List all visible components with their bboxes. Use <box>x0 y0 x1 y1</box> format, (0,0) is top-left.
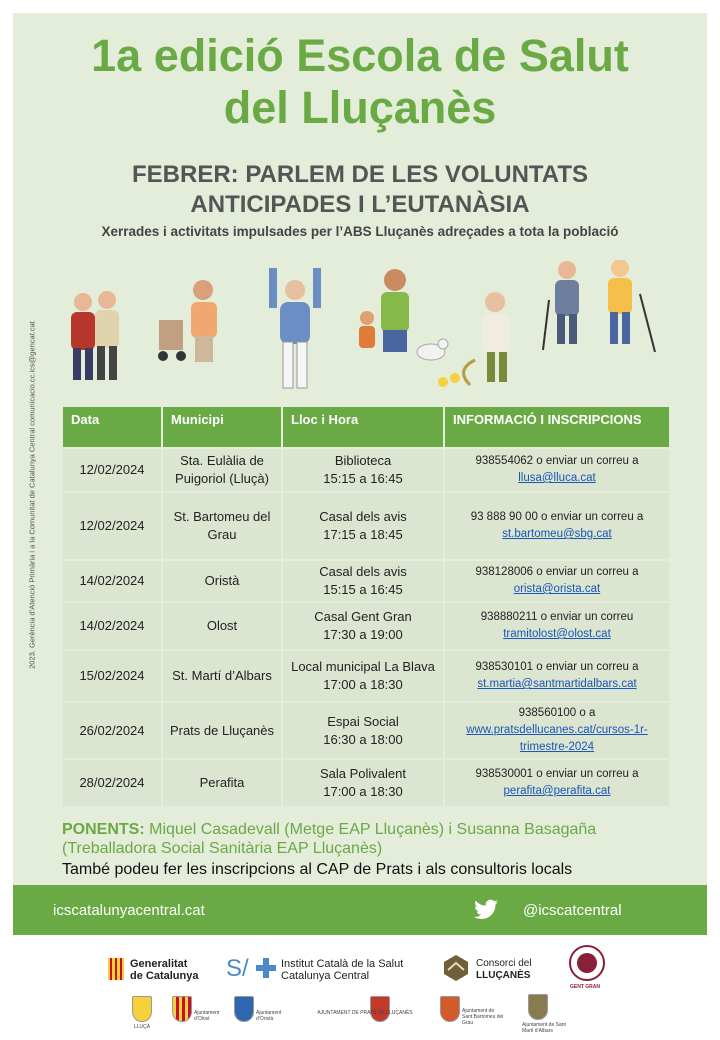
place-text: Biblioteca <box>334 453 392 468</box>
municipality-line-1: St. Bartomeu del <box>173 509 271 524</box>
walking-couple-figure <box>71 291 119 380</box>
consorci-line-1: Consorci del <box>476 958 532 969</box>
cell-info <box>445 493 669 559</box>
gardening-figure <box>438 292 509 387</box>
sant-bartomeu-logo-label: Ajuntament de Sant Bartomeu del Grau <box>462 1008 504 1026</box>
phone-text: 938530001 o enviar un correu a <box>475 768 639 780</box>
cell-place-time <box>283 493 443 559</box>
family-dog-figure <box>359 269 448 360</box>
contact-link[interactable]: tramitolost@olost.cat <box>503 628 611 640</box>
date-text: 14/02/2024 <box>79 573 145 588</box>
title-line-1: 1a edició Escola de Salut <box>91 30 629 81</box>
date-text: 26/02/2024 <box>79 722 145 738</box>
elderly-activity-illustration <box>55 260 675 395</box>
municipality-line-1: Prats de Lluçanès <box>169 722 275 738</box>
municipality-line-1: Olost <box>206 618 238 633</box>
cell-info <box>445 760 669 806</box>
cell-info <box>445 703 669 758</box>
cell-municipality <box>163 760 281 806</box>
header-place-time: Lloc i Hora <box>283 407 443 447</box>
prats-logo-label: AJUNTAMENT DE PRATS DE LLUÇANÈS <box>317 1010 413 1016</box>
sessions-table <box>61 405 671 808</box>
contact-link-continued[interactable]: trimestre-2024 <box>519 741 595 753</box>
cell-municipality <box>163 449 281 491</box>
date-text: 12/02/2024 <box>79 462 145 477</box>
table-row <box>63 703 669 758</box>
sant-marti-logo-label: Ajuntament de Sant Martí d’Albars <box>522 1022 566 1034</box>
cell-municipality <box>163 703 281 758</box>
sant-marti-shield-icon <box>528 994 548 1020</box>
speakers <box>62 820 672 858</box>
cell-date <box>63 703 161 758</box>
generalitat-logo <box>130 958 198 982</box>
orista-logo-label: Ajuntament d’Oristà <box>256 1010 282 1022</box>
gent-gran-emblem-icon <box>566 944 608 986</box>
cell-place-time <box>283 561 443 601</box>
olost-logo-label: Ajuntament d’Olost <box>194 1010 220 1022</box>
table-header-row <box>63 407 669 447</box>
cell-info <box>445 603 669 649</box>
olost-shield-icon <box>172 996 192 1022</box>
municipality-line-1: St. Martí d’Albars <box>172 668 272 683</box>
municipality-line-1: Sta. Eulàlia de <box>180 453 264 468</box>
cell-info <box>445 449 669 491</box>
contact-link[interactable]: www.pratsdellucanes.cat/cursos-1r- <box>466 724 648 736</box>
place-text: Local municipal La Blava <box>291 659 435 674</box>
cell-place-time <box>283 760 443 806</box>
cell-place-time <box>283 651 443 701</box>
generalitat-line-2: de Catalunya <box>130 970 199 982</box>
gent-gran-logo: GENT GRAN <box>570 984 600 990</box>
table-row <box>63 760 669 806</box>
phone-text: 938530101 o enviar un correu a <box>475 661 639 673</box>
phone-text: 938128006 o enviar un correu a <box>475 566 639 578</box>
time-text: 17:00 a 18:30 <box>323 677 403 692</box>
cell-date <box>63 493 161 559</box>
cell-date <box>63 603 161 649</box>
ics-line-2: Catalunya Central <box>281 970 370 982</box>
date-text: 12/02/2024 <box>79 518 145 533</box>
time-text: 15:15 a 16:45 <box>323 582 403 597</box>
cell-municipality <box>163 561 281 601</box>
cell-place-time <box>283 449 443 491</box>
consorci-line-2: LLUÇANÈS <box>476 970 531 981</box>
generalitat-line-1: Generalitat <box>130 958 188 970</box>
municipality-line-1: Perafita <box>199 775 245 790</box>
title-line-2: del Lluçanès <box>223 82 497 133</box>
side-credit-text: 2023. Gerència d’Atenció Primària i a la Comunitat de Catalunya Central comunicacio.cc.ics@gencat.cat <box>27 321 37 669</box>
lluca-logo-label: LLUÇÀ <box>134 1024 151 1030</box>
cell-date <box>63 561 161 601</box>
place-text: Casal dels avis <box>319 509 407 524</box>
header-info: INFORMACIÓ I INSCRIPCIONS <box>445 407 669 447</box>
phone-text: 938554062 o enviar un correu a <box>475 455 639 467</box>
sant-bartomeu-shield-icon <box>440 996 460 1022</box>
speakers-text: Miquel Casadevall (Metge EAP Lluçanès) i Susanna Basagaña (Treballadora Social Sanitària EAP Lluçanès) <box>62 821 597 857</box>
date-text: 14/02/2024 <box>79 618 145 633</box>
footer-bar <box>13 885 707 935</box>
municipality-line-1: Oristà <box>204 573 240 588</box>
phone-text: 938560100 o a <box>518 707 596 719</box>
stretching-figure <box>269 268 321 388</box>
lluca-shield-icon <box>132 996 152 1022</box>
subtitle-line-1: FEBRER: PARLEM DE LES VOLUNTATS <box>132 161 588 188</box>
cell-municipality <box>163 651 281 701</box>
partner-logos-row <box>0 950 720 990</box>
website-link[interactable]: icscatalunyacentral.cat <box>53 902 205 919</box>
contact-link[interactable]: orista@orista.cat <box>513 583 601 595</box>
place-text: Espai Social <box>327 713 399 729</box>
cell-municipality <box>163 493 281 559</box>
poster-subtitle <box>13 160 707 220</box>
table-row <box>63 493 669 559</box>
cell-place-time <box>283 603 443 649</box>
header-municipality: Municipi <box>163 407 281 447</box>
table-row <box>63 561 669 601</box>
time-text: 16:30 a 18:00 <box>323 731 403 747</box>
place-text: Casal Gent Gran <box>314 609 412 624</box>
cell-municipality <box>163 603 281 649</box>
cell-date <box>63 760 161 806</box>
ics-logo <box>281 958 403 982</box>
cell-info <box>445 561 669 601</box>
prats-shield-icon <box>370 996 390 1022</box>
contact-link[interactable]: llusa@lluca.cat <box>518 472 596 484</box>
table-row <box>63 449 669 491</box>
municipality-line-2: Grau <box>207 527 237 542</box>
place-text: Casal dels avis <box>319 564 407 579</box>
consorci-emblem-icon <box>442 954 470 982</box>
cell-info <box>445 651 669 701</box>
phone-text: 938880211 o enviar un correu <box>480 611 634 623</box>
date-text: 28/02/2024 <box>79 775 145 790</box>
phone-text: 93 888 90 00 o enviar un correu a <box>470 511 644 523</box>
generalitat-emblem-icon <box>108 958 124 980</box>
contact-link[interactable]: perafita@perafita.cat <box>503 785 611 797</box>
place-text: Sala Polivalent <box>320 766 406 781</box>
consorci-logo <box>476 958 532 982</box>
cell-date <box>63 651 161 701</box>
contact-link[interactable]: st.martia@santmartidalbars.cat <box>477 678 637 690</box>
walker-figure <box>158 280 217 362</box>
municipality-line-2: Puigoriol (Lluçà) <box>175 471 269 486</box>
speakers-label: PONENTS: <box>62 821 145 838</box>
time-text: 17:15 a 18:45 <box>323 527 403 542</box>
cell-date <box>63 449 161 491</box>
table-row <box>63 603 669 649</box>
side-credit <box>22 315 42 675</box>
subtitle-line-2: ANTICIPADES I L’EUTANÀSIA <box>190 191 530 218</box>
municipality-logos-row <box>0 992 720 1037</box>
header-date: Data <box>63 407 161 447</box>
twitter-icon[interactable] <box>473 897 499 923</box>
registration-note: També podeu fer les inscripcions al CAP de Prats i als consultoris locals <box>62 861 573 878</box>
poster-title <box>13 30 707 134</box>
date-text: 15/02/2024 <box>79 668 145 683</box>
ics-cross-icon <box>256 958 276 978</box>
time-text: 17:00 a 18:30 <box>323 784 403 799</box>
table-row <box>63 651 669 701</box>
time-text: 15:15 a 16:45 <box>323 471 403 486</box>
cell-place-time <box>283 703 443 758</box>
nordic-walking-figures <box>543 260 655 352</box>
twitter-handle[interactable]: @icscatcentral <box>523 902 622 919</box>
tagline: Xerrades i activitats impulsades per l’ABS Lluçanès adreçades a tota la població <box>101 224 619 239</box>
contact-link[interactable]: st.bartomeu@sbg.cat <box>502 528 612 540</box>
ics-line-1: Institut Català de la Salut <box>281 958 404 970</box>
orista-shield-icon <box>234 996 254 1022</box>
ics-mark-icon: S/ <box>226 955 249 982</box>
time-text: 17:30 a 19:00 <box>323 627 403 642</box>
